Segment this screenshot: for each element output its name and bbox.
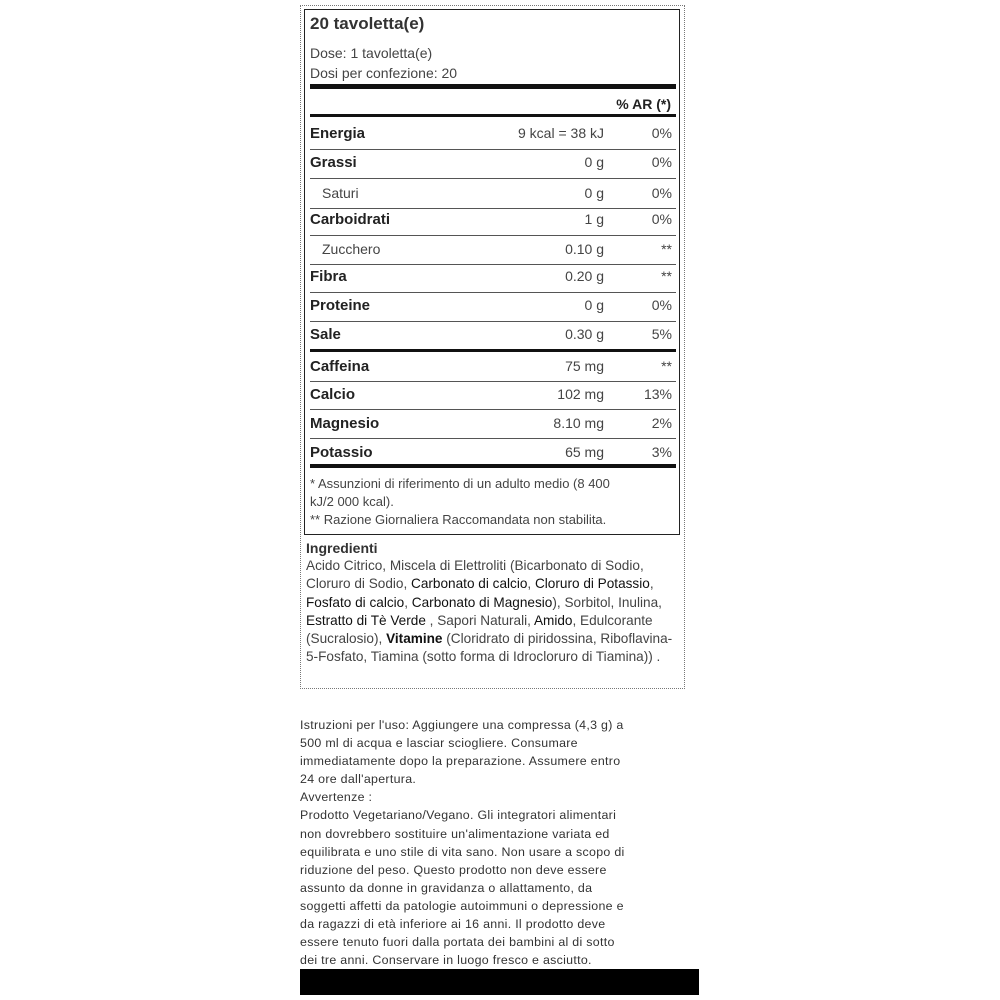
- nutrient-row: [310, 182, 676, 210]
- nutrient-row: [310, 383, 676, 411]
- nutrient-percent: 13%: [643, 386, 672, 402]
- nutrient-amount: 0 g: [584, 154, 604, 170]
- footnote-not-established: ** Razione Giornaliera Raccomandata non stabilita.: [310, 512, 607, 527]
- nutrient-percent: 2%: [651, 415, 672, 431]
- usage-instructions: [300, 716, 690, 969]
- nutrient-row: [310, 266, 676, 294]
- instruction-line: da ragazzi di età inferiore ai 16 anni. Il prodotto deve: [300, 917, 606, 932]
- nutrient-amount: 1 g: [584, 211, 604, 227]
- nutrient-amount: 0 g: [584, 185, 604, 201]
- instruction-line: dei tre anni. Conservare in luogo fresco e asciutto.: [300, 953, 592, 968]
- nutrient-name: Proteine: [310, 297, 371, 314]
- instruction-line: soggetti affetti da patologie autoimmuni o depressione e: [300, 898, 624, 913]
- nutrient-name: Energia: [310, 125, 366, 142]
- ingredient-text: ,: [404, 594, 412, 610]
- nutrient-row: [310, 355, 676, 383]
- label-title: 20 tavoletta(e): [310, 14, 425, 33]
- nutrient-amount: 0.10 g: [565, 241, 604, 257]
- nutrient-row: [310, 209, 676, 237]
- column-header-ar: % AR (*): [616, 96, 671, 112]
- instruction-line: essere tenuto fuori dalla portata dei bambini al di sotto: [300, 935, 615, 950]
- nutrient-row: [310, 238, 676, 266]
- row-divider: [310, 409, 676, 410]
- nutrient-percent: 0%: [651, 185, 672, 201]
- nutrient-name: Zucchero: [322, 241, 381, 257]
- ingredient-highlight: Cloruro di Potassio: [534, 576, 650, 592]
- instruction-line: Istruzioni per l'uso: Aggiungere una compressa (4,3 g) a: [300, 718, 624, 732]
- header-divider: [310, 114, 676, 117]
- nutrient-percent: **: [661, 241, 672, 257]
- row-divider: [310, 381, 676, 382]
- row-divider: [310, 264, 676, 265]
- instruction-line: 500 ml di acqua e lasciar sciogliere. Consumare: [300, 736, 578, 751]
- nutrient-name: Sale: [310, 326, 341, 343]
- nutrient-amount: 75 mg: [565, 358, 604, 374]
- nutrient-percent: 0%: [651, 297, 672, 313]
- nutrient-percent: 0%: [651, 154, 672, 170]
- footnote-reference-intake-cont: kJ/2 000 kcal).: [310, 494, 394, 509]
- ingredient-text: , Edulcorante (Sucralosio),: [306, 612, 653, 647]
- nutrient-row: [310, 123, 676, 151]
- nutrient-amount: 9 kcal = 38 kJ: [518, 125, 604, 141]
- nutrient-percent: **: [661, 268, 672, 284]
- footer-divider: [310, 464, 676, 468]
- section-divider: [310, 349, 676, 352]
- ingredient-text: , Sapori Naturali,: [425, 612, 534, 628]
- instruction-line: assunto da donne in gravidanza o allattamento, da: [300, 880, 593, 895]
- instruction-line: Avvertenze :: [300, 790, 373, 805]
- ingredient-text: ,: [527, 576, 535, 592]
- row-divider: [310, 438, 676, 439]
- ingredient-highlight: Amido: [533, 612, 573, 628]
- nutrient-row: [310, 412, 676, 440]
- ingredient-highlight: Vitamine: [386, 631, 443, 647]
- ingredient-highlight: Carbonato di calcio: [411, 576, 528, 592]
- ingredient-text: ,: [649, 576, 654, 592]
- nutrient-amount: 0.20 g: [565, 268, 604, 284]
- ingredient-highlight: Fosfato di calcio: [306, 594, 405, 610]
- nutrient-amount: 102 mg: [557, 386, 604, 402]
- nutrient-percent: 3%: [651, 444, 672, 460]
- nutrient-row: [310, 324, 676, 352]
- instruction-line: non dovrebbero sostituire un'alimentazione variata ed: [300, 826, 610, 841]
- nutrient-name: Caffeina: [310, 358, 370, 375]
- nutrient-name: Potassio: [310, 444, 373, 461]
- serving-size: Dose: 1 tavoletta(e): [310, 45, 433, 61]
- nutrient-percent: **: [661, 358, 672, 374]
- instruction-line: equilibrata e uno stile di vita sano. Non usare a scopo di: [300, 844, 625, 859]
- ingredients-title: Ingredienti: [306, 540, 378, 556]
- nutrient-row: [310, 152, 676, 180]
- nutrient-amount: 0.30 g: [565, 326, 604, 342]
- nutrient-name: Calcio: [310, 386, 356, 403]
- servings-per-pack: Dosi per confezione: 20: [310, 65, 458, 81]
- footer-black-bar: [300, 969, 699, 995]
- ingredients-text: [306, 557, 681, 667]
- row-divider: [310, 178, 676, 179]
- nutrient-name: Grassi: [310, 154, 357, 171]
- instruction-line: riduzione del peso. Questo prodotto non deve essere: [300, 862, 607, 877]
- nutrient-name: Magnesio: [310, 415, 380, 432]
- ingredient-highlight: Estratto di Tè Verde: [306, 612, 426, 628]
- nutrient-percent: 0%: [651, 211, 672, 227]
- nutrient-row: [310, 295, 676, 323]
- instruction-line: 24 ore dall'apertura.: [300, 772, 417, 787]
- row-divider: [310, 149, 676, 150]
- nutrient-name: Saturi: [322, 185, 359, 201]
- nutrition-label: [304, 9, 680, 535]
- instruction-line: immediatamente dopo la preparazione. Assumere entro: [300, 754, 621, 769]
- ingredient-text: Acido Citrico, Miscela di Elettroliti (Bicarbonato di Sodio, Cloruro di Sodio,: [306, 558, 644, 592]
- nutrient-amount: 65 mg: [565, 444, 604, 460]
- thick-divider: [310, 84, 676, 89]
- nutrient-percent: 5%: [651, 326, 672, 342]
- ingredient-highlight: Carbonato di Magnesio: [411, 594, 553, 610]
- nutrient-amount: 8.10 mg: [553, 415, 604, 431]
- row-divider: [310, 235, 676, 236]
- ingredient-text: (Cloridrato di piridossina, Riboflavina-5-Fosfato, Tiamina (sotto forma di Idrocloruro di Tiamina)) .: [306, 631, 673, 665]
- nutrient-amount: 0 g: [584, 297, 604, 313]
- nutrient-percent: 0%: [651, 125, 672, 141]
- nutrient-name: Carboidrati: [310, 211, 391, 228]
- ingredient-text: ), Sorbitol, Inulina,: [552, 594, 662, 610]
- instruction-line: Prodotto Vegetariano/Vegano. Gli integratori alimentari: [300, 808, 617, 823]
- row-divider: [310, 292, 676, 293]
- footnote-reference-intake: * Assunzioni di riferimento di un adulto medio (8 400: [310, 476, 610, 491]
- nutrient-name: Fibra: [310, 268, 347, 285]
- row-divider: [310, 321, 676, 322]
